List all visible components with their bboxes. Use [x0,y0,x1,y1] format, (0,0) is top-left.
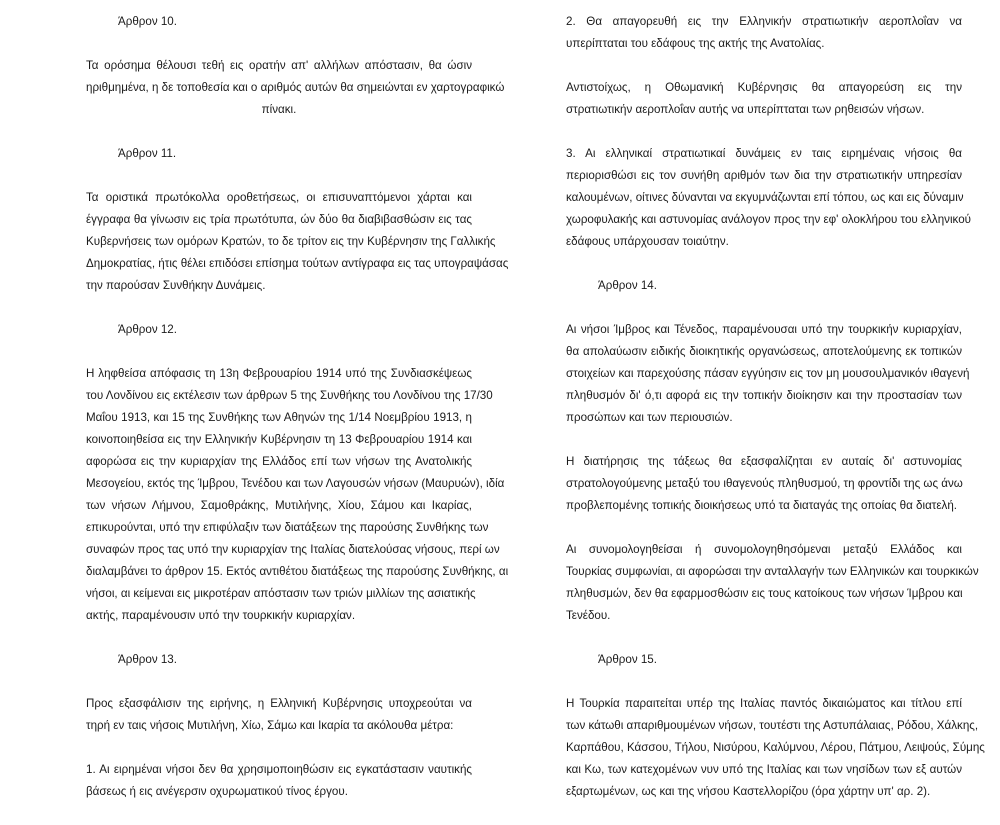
text-line: πληθυσμών, δεν θα εφαρμοσθώσιν εις τους κατοίκους των νήσων Ίμβρου και [566,587,963,600]
text-line: 2. Θα απαγορευθή εις την Ελληνικήν στρατιωτικήν αεροπλοΐαν να [566,15,962,28]
article-heading: Άρθρον 14. [598,279,657,292]
text-line: Δημοκρατίας, ήτις θέλει επιδόσει επίσημα τούτων αντίγραφα εις τας υπογραψάσας [86,257,509,270]
text-line: 1. Αι ειρημέναι νήσοι δεν θα χρησιμοποιηθώσιν εις εγκατάστασιν ναυτικής [86,763,472,776]
text-line: εξαρτωμένων, ως και της νήσου Καστελλορίζου (όρα χάρτην υπ' αρ. 2). [566,785,931,798]
text-line: στοιχείων και παρεχούσης πάσαν εγγύησιν εις τον μη μουσουλμανικόν ιθαγενή [566,367,970,380]
paragraph [566,319,970,429]
text-line: Αι συνομολογηθείσαι ή συνομολογηθησόμεναι μεταξύ Ελλάδος και [566,543,962,556]
article-heading: Άρθρον 11. [118,147,177,160]
paragraph [86,55,505,121]
paragraph [86,759,472,803]
text-line: στρατολογούμενης μεταξύ του ιθαγενούς πληθυσμού, τη φροντίδι της ως άνω [566,477,963,490]
paragraph [566,11,962,55]
paragraph [566,77,962,121]
text-line: Κυβερνήσεις των ομόρων Κρατών, το δε τρίτον εις την Κυβέρνησιν της Γαλλικής [86,235,496,248]
text-line: 3. Αι ελληνικαί στρατιωτικαί δυνάμεις εν ταις ειρημέναις νήσοις θα [566,147,962,160]
article-heading: Άρθρον 10. [118,15,177,28]
text-line: Τενέδου. [566,609,611,622]
text-line: του Λονδίνου εις εκτέλεσιν των άρθρων 5 της Συνθήκης του Λονδίνου της 17/30 [86,389,493,402]
text-line: των νήσων Λήμνου, Σαμοθράκης, Μυτιλήνης, Χίου, Σάμου και Ικαρίας, [86,499,472,512]
article-heading: Άρθρον 12. [118,323,177,336]
paragraph [566,539,979,627]
text-line: αφορώσα εις την κυριαρχίαν της Ελλάδος επί των νήσων της Ανατολικής [86,455,472,468]
text-line: επικυρούνται, υπό την επιφύλαξιν των διατάξεων της παρούσης Συνθήκης των [86,521,489,534]
right-column [566,11,985,825]
text-line: πληθυσμόν δι' ό,τι αφορά εις την τοπικήν διοίκησιν και την προστασίαν των [566,389,962,402]
text-line: Η Τουρκία παραιτείται υπέρ της Ιταλίας παντός δικαιώματος και τίτλου επί [566,697,962,710]
text-line: καλουμένων, οίτινες δύνανται να εκγυμνάζωνται επί τόπου, ως και εις δύναμιν [566,191,964,204]
paragraph [566,143,971,253]
paragraph [566,451,962,517]
text-line: προβλεπομένης τοπικής διοικήσεως υπό τα διαταγάς της οποίας θα διατελή. [566,499,957,512]
text-line: περιορισθώσι εις τον συνήθη αριθμόν των δια την στρατιωτικήν υπηρεσίαν [566,169,962,182]
text-line: Καρπάθου, Κάσσου, Τήλου, Νισύρου, Καλύμνου, Λέρου, Πάτμου, Λειψούς, Σύμης [566,741,985,754]
text-line: κοινοποιηθείσα εις την Ελληνικήν Κυβέρνησιν τη 13 Φεβρουαρίου 1914 και [86,433,472,446]
text-line: Μεσογείου, εκτός της Ίμβρου, Τενέδου και των Λαγουσών νήσων (Μαυρυών), ιδία [86,477,505,490]
text-line: βάσεως ή εις ανέγερσιν οχυρωματικού τίνος έργου. [86,785,348,798]
text-line: θα απολαύωσιν ειδικής διοικητικής οργανώσεως, αποτελούμενης εκ τοπικών [566,345,962,358]
text-line: την παρούσαν Συνθήκην Δυνάμεις. [86,279,266,292]
paragraph [86,187,509,297]
text-line: Τουρκίας συμφωνίαι, αι αφορώσαι την ανταλλαγήν των Ελληνικών και τουρκικών [566,565,979,578]
text-line: υπερίπταται του εδάφους της ακτής της Ανατολίας. [566,37,825,50]
text-line: νήσοι, αι κείμεναι εις μικροτέραν απόστασιν των τριών μιλλίων της ασιατικής [86,587,476,600]
text-line: Μαΐου 1913, και 15 της Συνθήκης των Αθηνών της 1/14 Νοεμβρίου 1913, η [86,411,472,424]
left-column [86,11,509,825]
text-line: Αντιστοίχως, η Οθωμανική Κυβέρνησις θα απαγορεύση εις την [566,81,962,94]
text-line: τηρή εν ταις νήσοις Μυτιλήνη, Χίω, Σάμω και Ικαρία τα ακόλουθα μέτρα: [86,719,454,732]
text-line: πίνακι. [261,103,297,116]
article-heading: Άρθρον 13. [118,653,177,666]
text-line: και Κω, των κατεχομένων νυν υπό της Ιταλίας και των νησίδων των εξ αυτών [566,763,962,776]
paragraph [86,693,472,737]
text-line: συναφών προς τας υπό την κυριαρχίαν της Ιταλίας διατελούσας νήσους, περί ων [86,543,500,556]
text-line: Τα ορόσημα θέλουσι τεθή εις ορατήν απ' αλλήλων απόστασιν, θα ώσιν [86,59,472,72]
text-line: Προς εξασφάλισιν της ειρήνης, η Ελληνική Κυβέρνησις υποχρεούται να [86,697,472,710]
text-line: έγγραφα θα γίνωσιν εις τρία πρωτότυπα, ών δύο θα διαβιβασθώσιν εις τας [86,213,472,226]
text-line: χωροφυλακής και αστυνομίας ανάλογον προς την εφ' ολοκλήρου του ελληνικού [566,213,971,226]
article-heading: Άρθρον 15. [598,653,657,666]
text-line: διαλαμβάνει το άρθρον 15. Εκτός αντιθέτου διατάξεως της παρούσης Συνθήκης, αι [86,565,509,578]
text-line: Η διατήρησις της τάξεως θα εξασφαλίζηται εν αυταίς δι' αστυνομίας [566,455,962,468]
text-line: στρατιωτικήν αεροπλοΐαν αυτής να υπερίπταται των ρηθεισών νήσων. [566,103,925,116]
text-line: των κάτωθι απαριθμουμένων νήσων, τουτέστι της Αστυπάλαιας, Ρόδου, Χάλκης, [566,719,979,732]
text-line: Αι νήσοι Ίμβρος και Τένεδος, παραμένουσαι υπό την τουρκικήν κυριαρχίαν, [566,323,962,336]
text-line: προσώπων και των περιουσιών. [566,411,733,424]
text-line: ηριθμημένα, η δε τοποθεσία και ο αριθμός αυτών θα σημειώνται εν χαρτογραφικώ [86,81,505,94]
paragraph [86,363,509,627]
text-line: Η ληφθείσα απόφασις τη 13η Φεβρουαρίου 1914 υπό της Συνδιασκέψεως [86,367,472,380]
text-line: εδάφους υπάρχουσαν τοιαύτην. [566,235,729,248]
paragraph [566,693,985,803]
text-line: ακτής, παραμένουσιν υπό την τουρκικήν κυριαρχίαν. [86,609,356,622]
text-line: Τα οριστικά πρωτόκολλα οροθετήσεως, οι επισυναπτόμενοι χάρται και [86,191,472,204]
